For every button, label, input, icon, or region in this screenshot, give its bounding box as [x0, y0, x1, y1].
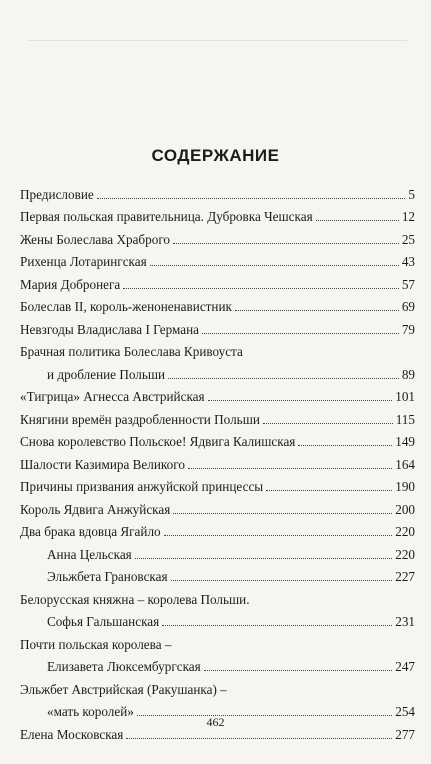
toc-entry	[20, 225, 415, 248]
toc-entry-page: 115	[395, 411, 415, 427]
dot-leader	[126, 738, 392, 739]
toc-entry-page: 227	[395, 569, 415, 584]
toc-entry-title: Елена Московская	[20, 726, 124, 742]
dot-leader	[188, 468, 392, 469]
toc-entry	[20, 450, 415, 473]
toc-entry	[20, 338, 415, 361]
toc-entry-title: Жены Болеслава Храброго	[20, 231, 171, 247]
dot-leader	[316, 220, 399, 221]
toc-entry-page: 12	[401, 209, 415, 224]
toc-entry-page: 247	[395, 659, 415, 674]
toc-entry-title: Шалости Казимира Великого	[20, 456, 185, 472]
toc-entry	[20, 360, 415, 383]
toc-title: СОДЕРЖАНИЕ	[151, 146, 280, 165]
toc-entry-page: 231	[395, 614, 415, 629]
dot-leader	[266, 490, 392, 491]
toc-entry-page: 89	[401, 366, 415, 382]
toc-entry	[20, 270, 415, 293]
toc-entry-title: Анна Цельская	[47, 546, 132, 562]
dot-leader	[204, 670, 393, 671]
running-header-bleed	[28, 26, 407, 41]
dot-leader	[298, 445, 392, 446]
toc-entry	[20, 428, 415, 451]
toc-entry-page: 190	[395, 479, 415, 494]
toc-entry	[20, 608, 415, 631]
table-of-contents	[20, 180, 415, 743]
toc-entry-title: Король Ядвига Анжуйская	[20, 501, 171, 517]
toc-entry-page: 5	[408, 186, 415, 202]
toc-entry	[20, 293, 415, 316]
toc-entry-title: Предисловие	[20, 186, 94, 202]
toc-entry-page: 79	[401, 321, 415, 337]
toc-entry	[20, 563, 415, 586]
toc-entry-page: 57	[401, 276, 415, 292]
dot-leader	[123, 288, 399, 289]
dot-leader	[164, 535, 393, 536]
dot-leader	[162, 625, 392, 626]
toc-entry-title: «мать королей»	[47, 704, 134, 719]
toc-entry	[20, 653, 415, 676]
dot-leader	[150, 265, 399, 266]
toc-entry-page: 101	[395, 389, 415, 404]
toc-entry-title: Эльжбета Грановская	[47, 569, 168, 584]
toc-entry-page: 220	[395, 524, 415, 539]
toc-entry-title: Невзгоды Владислава I Германа	[20, 321, 200, 337]
toc-entry-title: Эльжбет Австрийская (Ракушанка) –	[20, 681, 227, 697]
dot-leader	[171, 580, 393, 581]
toc-entry-title: Причины призвания анжуйской принцессы	[20, 479, 264, 494]
toc-entry	[20, 383, 415, 406]
dot-leader	[235, 310, 399, 311]
dot-leader	[173, 243, 399, 244]
dot-leader	[173, 513, 392, 514]
page-number: 462	[206, 715, 225, 729]
toc-entry-title: Снова королевство Польское! Ядвига Калишская	[20, 434, 296, 449]
toc-entry	[20, 518, 415, 541]
toc-entry-page: 254	[395, 704, 415, 719]
toc-entry-title: Болеслав II, король-женоненавистник	[20, 299, 232, 314]
toc-entry	[20, 630, 415, 653]
toc-entry-page: 149	[395, 434, 415, 449]
toc-entry-title: Елизавета Люксембургская	[47, 659, 201, 674]
toc-entry-page: 69	[401, 299, 415, 314]
toc-entry	[20, 405, 415, 428]
dot-leader	[263, 423, 393, 424]
toc-entry-title: Мария Добронега	[20, 276, 121, 292]
toc-entry-page: 43	[401, 254, 415, 269]
toc-entry-page: 164	[395, 456, 415, 472]
toc-entry-title: Почти польская королева –	[20, 636, 172, 652]
dot-leader	[208, 400, 393, 401]
toc-entry-title: Белорусская княжна – королева Польши.	[20, 591, 250, 607]
toc-entry	[20, 248, 415, 271]
toc-entry	[20, 180, 415, 203]
toc-entry-title: «Тигрица» Агнесса Австрийская	[20, 389, 205, 404]
toc-entry-title: Рихенца Лотарингская	[20, 254, 147, 269]
dot-leader	[97, 198, 406, 199]
toc-entry	[20, 540, 415, 563]
toc-entry	[20, 495, 415, 518]
toc-entry-page: 220	[395, 546, 415, 562]
toc-entry	[20, 675, 415, 698]
toc-entry-page: 25	[401, 231, 415, 247]
toc-entry-page: 200	[395, 501, 415, 517]
show-through-text	[40, 60, 391, 155]
toc-entry	[20, 315, 415, 338]
toc-entry-title: Княгини времён раздробленности Польши	[20, 411, 260, 427]
dot-leader	[202, 333, 399, 334]
toc-entry	[20, 473, 415, 496]
toc-entry-title: Два брака вдовца Ягайло	[20, 524, 161, 539]
toc-entry	[20, 585, 415, 608]
toc-entry-title: Первая польская правительница. Дубровка Чешская	[20, 209, 313, 224]
toc-entry-title: Софья Гальшанская	[47, 614, 160, 629]
toc-entry-title: Брачная политика Болеслава Кривоуста	[20, 344, 243, 359]
toc-entry-page: 277	[395, 726, 415, 742]
toc-entry-title: и дробление Польши	[47, 366, 166, 382]
dot-leader	[135, 558, 392, 559]
dot-leader	[168, 378, 399, 379]
toc-entry	[20, 203, 415, 226]
